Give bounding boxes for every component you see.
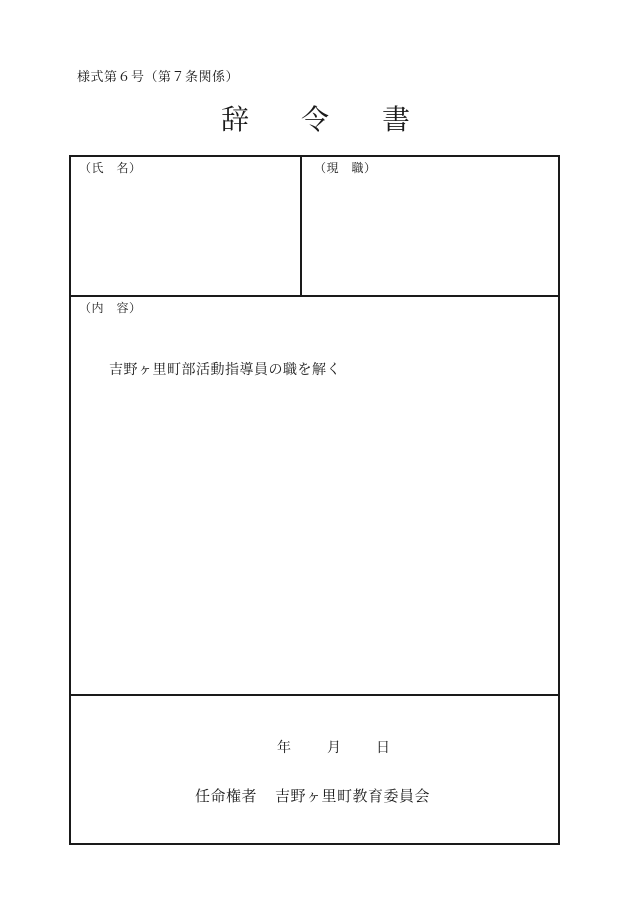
authority-label: 任命権者 — [195, 787, 258, 805]
lower-row-divider — [71, 694, 558, 696]
date-year-label: 年 — [277, 740, 291, 756]
upper-row-divider — [71, 295, 558, 297]
appointing-authority-line — [195, 785, 430, 806]
document-title — [0, 100, 630, 140]
authority-name: 吉野ヶ里町教育委員会 — [275, 787, 431, 805]
appointment-form-table — [69, 155, 560, 845]
content-field-label: （内 容） — [79, 301, 142, 315]
name-field-label: （氏 名） — [79, 161, 142, 175]
content-text: 吉野ヶ里町部活動指導員の職を解く — [109, 362, 341, 378]
date-month-label: 月 — [327, 740, 341, 756]
current-position-field-label: （現 職） — [314, 161, 377, 175]
title-char-2: 令 — [300, 103, 329, 136]
title-char-3: 書 — [381, 103, 410, 136]
date-day-label: 日 — [376, 740, 390, 756]
title-char-1: 辞 — [220, 103, 249, 136]
name-position-divider — [300, 157, 302, 295]
form-number-label: 様式第６号（第７条関係） — [77, 70, 240, 85]
date-line — [71, 737, 558, 757]
